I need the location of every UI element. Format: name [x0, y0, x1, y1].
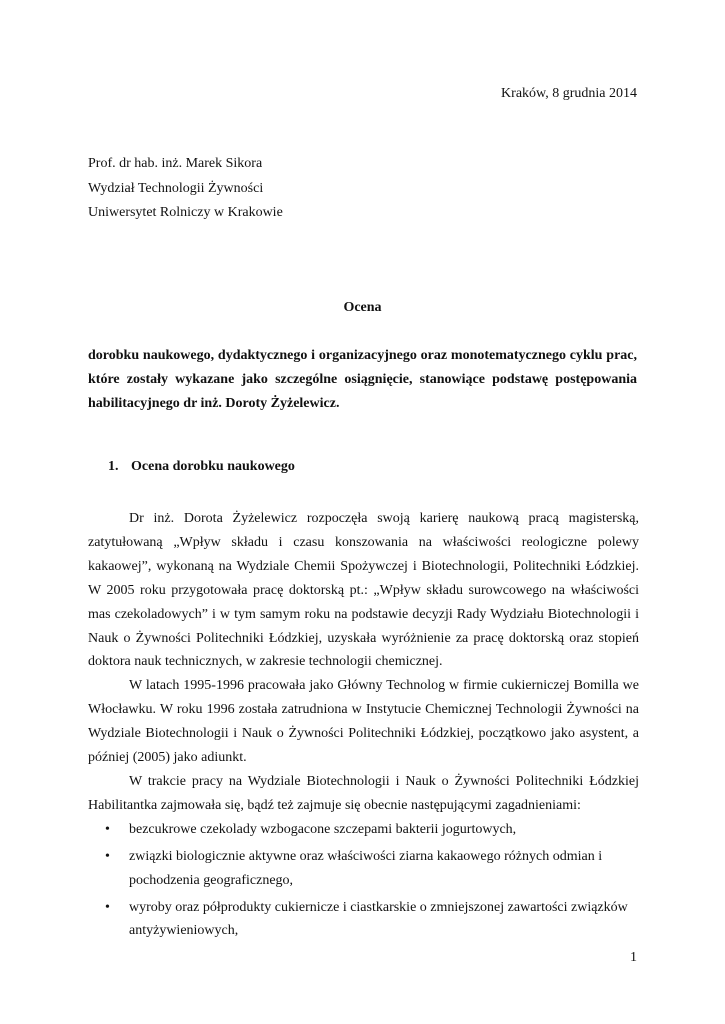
- letter-date: Kraków, 8 grudnia 2014: [501, 86, 637, 101]
- bullet-item: [88, 845, 639, 893]
- address-line: Wydział Technologii Żywności: [88, 180, 264, 196]
- bullet-text: bezcukrowe czekolady wzbogacone szczepami bakterii jogurtowych,: [129, 821, 517, 837]
- bullet-list: [88, 818, 639, 944]
- paragraph: W trakcie pracy na Wydziale Biotechnologii i Nauk o Żywności Politechniki Łódzkiej Habilitantka zajmowała się, bądź też zajmuje się obecnie następującymi zagadnieniami:: [88, 773, 639, 813]
- address-line: Prof. dr hab. inż. Marek Sikora: [88, 156, 263, 171]
- paragraph: Dr inż. Dorota Żyżelewicz rozpoczęła swoją karierę naukową pracą magisterską, zatytułowaną „Wpływ składu i czasu konszowania na właściwości reologiczne polewy kakaowej”, wykonaną na Wydziale Chemii Spożywczej i Biotechnologii, Politechniki Łódzkiej. W 2005 roku przygotowała pracę doktorską pt.: „Wpływ składu surowcowego na właściwości mas czekoladowych” i w tym samym roku na podstawie decyzji Rady Wydziału Biotechnologii i Nauk o Żywności Politechniki Łódzkiej, uzyskała wyróżnienie za pracę doktorską oraz stopień doktora nauk technicznych, w zakresie technologii chemicznej.: [88, 511, 639, 670]
- bullet-icon: •: [105, 821, 110, 837]
- section-number: 1.: [108, 459, 119, 474]
- page-number: 1: [630, 950, 637, 965]
- address-line: Uniwersytet Rolniczy w Krakowie: [88, 205, 283, 220]
- bullet-text: wyroby oraz półprodukty cukiernicze i ciastkarskie o zmniejszonej zawartości związków antyżywieniowych,: [129, 899, 628, 939]
- bullet-icon: •: [105, 848, 110, 864]
- section-title: Ocena dorobku naukowego: [131, 459, 295, 474]
- body-text: [88, 507, 639, 946]
- bullet-icon: •: [105, 899, 110, 915]
- bullet-item: [88, 896, 639, 944]
- bullet-item: [88, 818, 639, 842]
- document-title: Ocena: [343, 300, 382, 315]
- bullet-text: związki biologicznie aktywne oraz właściwości ziarna kakaowego różnych odmian i pochodzenia geograficznego,: [129, 848, 603, 888]
- section-heading: [108, 459, 295, 475]
- recipient-address: [88, 152, 283, 226]
- document-subtitle: dorobku naukowego, dydaktycznego i organizacyjnego oraz monotematycznego cyklu prac, które zostały wykazane jako szczególne osiągnięcie, stanowiące podstawę postępowania habilitacyjnego dr inż. Doroty Żyżelewicz.: [88, 348, 637, 411]
- paragraph: W latach 1995-1996 pracowała jako Główny Technolog w firmie cukierniczej Bomilla we Włocławku. W roku 1996 została zatrudniona w Instytucie Chemicznej Technologii Żywności na Wydziale Biotechnologii i Nauk o Żywności Politechniki Łódzkiej, początkowo jako asystent, a później (2005) jako adiunkt.: [88, 678, 639, 766]
